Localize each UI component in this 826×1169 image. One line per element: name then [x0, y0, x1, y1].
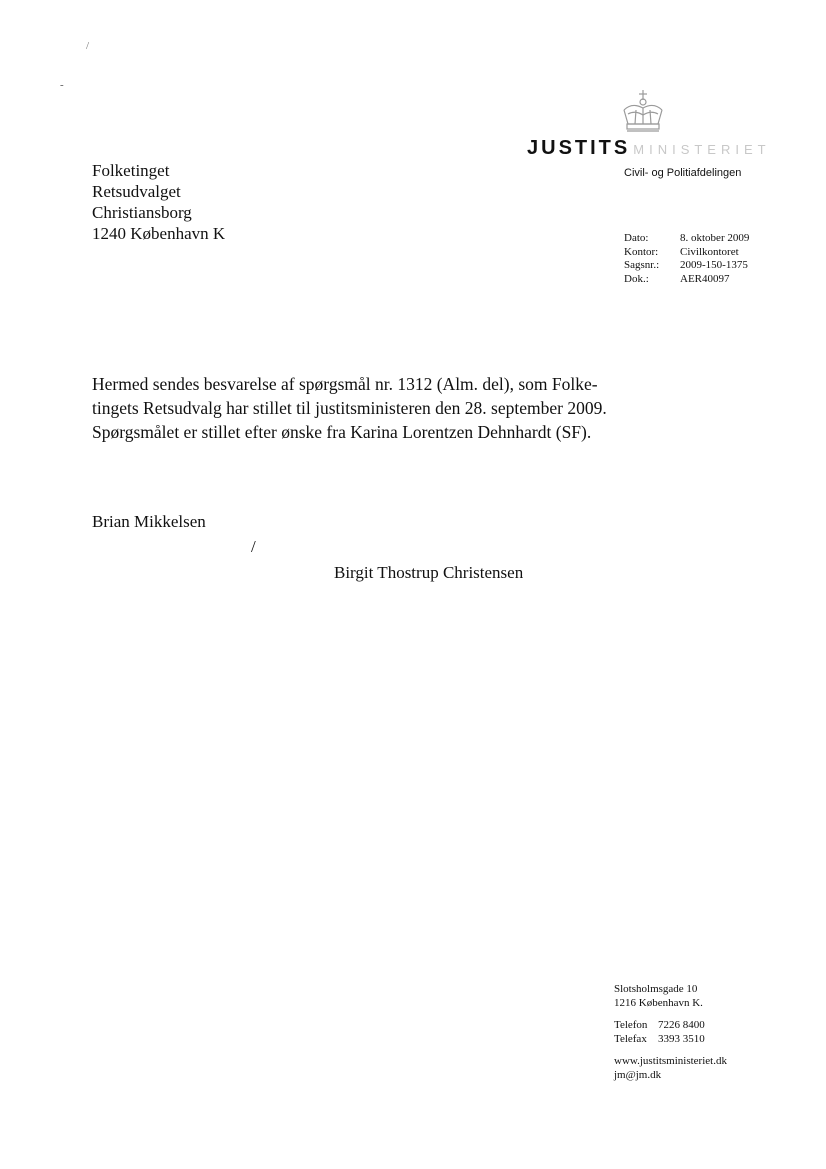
meta-label: Kontor:	[624, 245, 659, 258]
address-line: Retsudvalget	[92, 182, 181, 201]
address-line: Folketinget	[92, 161, 170, 180]
signature-separator: /	[251, 537, 256, 556]
signatory-official: Birgit Thostrup Christensen	[334, 563, 524, 582]
logo-main-text: JUSTITS	[527, 137, 631, 159]
footer-contact	[614, 983, 727, 1082]
footer-phone-row	[614, 1019, 727, 1033]
meta-row-case	[624, 259, 749, 273]
body-line: Spørgsmålet er stillet efter ønske fra Karina Lorentzen Dehnhardt (SF).	[92, 422, 592, 442]
address-line: Christiansborg	[92, 203, 192, 222]
body-line: tingets Retsudvalg har stillet til justitsministeren den 28. september 2009.	[92, 398, 607, 418]
phone-number: 7226 8400	[658, 1019, 705, 1031]
recipient-address	[92, 160, 225, 244]
footer-street: Slotsholmsgade 10	[614, 983, 698, 995]
meta-row-office	[624, 246, 749, 260]
fax-number: 3393 3510	[658, 1032, 705, 1045]
document-meta	[624, 232, 749, 286]
meta-row-date	[624, 232, 749, 246]
department-name: Civil- og Politiafdelingen	[624, 167, 742, 179]
footer-email: jm@jm.dk	[614, 1068, 662, 1081]
phone-label: Telefon	[614, 1019, 648, 1031]
signatory-minister: Brian Mikkelsen	[92, 512, 206, 531]
meta-value: Civilkontoret	[680, 245, 739, 258]
footer-website: www.justitsministeriet.dk	[614, 1055, 727, 1067]
address-line: 1240 København K	[92, 224, 226, 243]
footer-fax-row	[614, 1033, 727, 1047]
crown-icon	[618, 88, 668, 134]
letter-body	[92, 372, 612, 444]
meta-label: Sagsnr.:	[624, 259, 660, 271]
fax-label: Telefax	[614, 1032, 647, 1045]
footer-city: 1216 København K.	[614, 996, 703, 1009]
body-line: Hermed sendes besvarelse af spørgsmål nr. 1312 (Alm. del), som Folke-	[92, 374, 598, 394]
scan-mark: /	[86, 40, 90, 52]
meta-label: Dok.:	[624, 272, 649, 285]
meta-label: Dato:	[624, 232, 649, 244]
ministry-logo	[527, 138, 771, 158]
meta-value: AER40097	[680, 272, 730, 285]
scan-mark: -	[60, 79, 64, 91]
meta-value: 8. oktober 2009	[680, 232, 750, 244]
meta-value: 2009-150-1375	[680, 259, 748, 271]
meta-row-doc	[624, 273, 749, 287]
logo-sub-text: MINISTERIET	[633, 142, 771, 157]
